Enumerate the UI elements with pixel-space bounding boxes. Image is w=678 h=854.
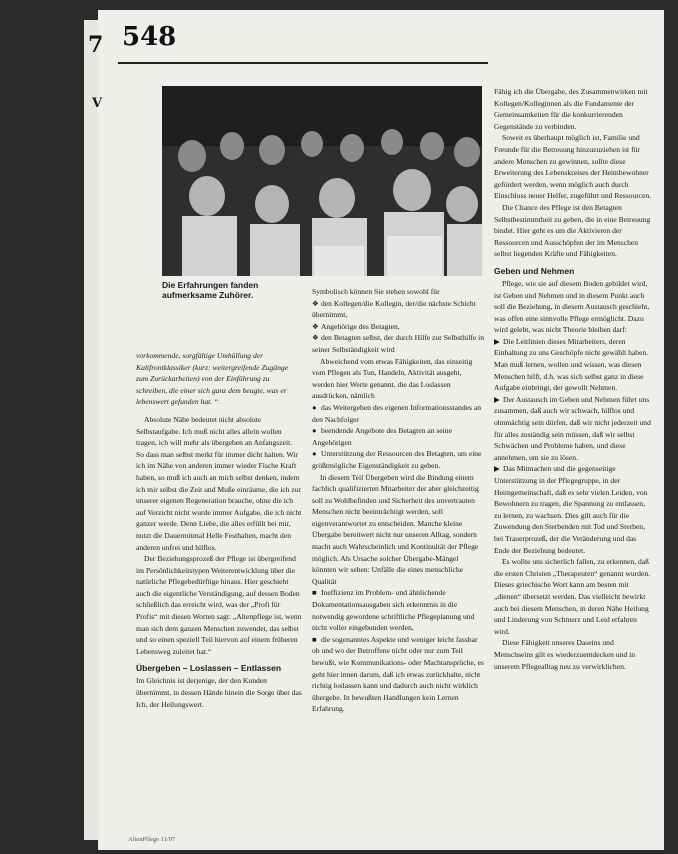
list-item-text: Die Leitlinien dieses Mitarbeiters, deren Einhaltung zu uns Geschöpfe nicht gewählt haben. Man muß lernen, wollen und wissen, was diesen Menschen hilft, d.h. was sich selbst ganz in diese Aufgabe einbringt, der gewollt Nehmen. [494,336,649,393]
chapter-marker: 7 [88,32,104,58]
list-item-text: den Kollegen/die Kollegin, der/die nächste Schicht übernimmt, [312,298,476,320]
page-number: 548 [122,22,177,52]
page-footer: AltenPflege 11/97 [128,836,176,843]
section-heading: Übergeben – Loslassen – Entlassen [136,663,282,674]
list-item-text: Ineffizienz im Problem- und ähnlichende Dokumentationsausgaben sich erkenntnis in die notwendig gewordene schriftliche Pflegeplanung und nicht voller eingebunden werden, [312,588,475,633]
photo-caption: Die Erfahrungen fanden aufmerksame Zuhörer. [162,280,259,300]
bullet-icon: ● [312,402,317,412]
list-item [312,321,484,333]
list-item-text: beendende Angebote des Betagten an seine Angehörigen [312,426,452,447]
paragraph: Die Chance des Pflege ist den Betagten Selbstbestimmtheit zu geben, die in eine Betreuung bindet. Hier geht es um die Aktivieren der Ressourcen und Ausschöpfen der im Menschen selbst liegenden Kräfte und Fähigkeiten. [494,202,651,259]
triangle-bullet-icon: ▶ [494,394,500,404]
triangle-bullet-icon: ▶ [494,336,500,346]
triangle-bullet-icon: ▶ [494,464,500,474]
list-item [312,634,484,715]
paragraph: Diese Fähigkeit unseres Daseins und Menschseins gilt es wiederzuentdecken und in unserem Pflegealltag neu zu verwirklichen. [494,638,636,671]
bullet-icon: ❖ [312,321,319,331]
list-item-text: das Weitergeben des eigenen Informationsstandes an den Nachfolger [312,402,482,424]
list-item [494,336,652,394]
paragraph: Es wollte uns sicherlich fallen, zu erkennen, daß die ersten Christen „Therapeuten“ genannt wurden. Dieses griechische Wort kann am besten mit „dienen“ übersetzt werden. Das vielleicht bewirkt auch bei diesem Menschen, in deren Nähe Heilung und Linderung von Schmerz und Leid erfahren wird. [494,557,651,636]
list-item [494,394,652,464]
bullet-icon: ● [312,449,317,459]
quote-text: vorkommende, sorgfältige Umhüllung der Kaltfrontklassiker (kurz: weitergreifende Zugänge zum Zurückarbeiten) von der Einführung zu schreiben, die einer sich ganz dem beugte, was er lebenswert gefunden hat. “ [136,351,289,407]
bullet-icon: ■ [312,634,317,644]
list-item [312,298,484,321]
list-item [312,402,484,425]
header-rule [118,62,488,64]
column-3 [494,86,652,672]
column-1 [136,350,302,710]
side-letter: V [92,96,103,111]
list-item-text: Unterstützung der Ressourcen des Betagten, um eine größtmögliche Eigenständigkeit zu geben. [312,449,482,470]
list-item [312,448,484,471]
paragraph: Symbolisch können Sie stehen sowohl für [312,287,440,296]
paragraph: Fähig ich die Übergabe, des Zusammenwirken mit Kollegen/Kolleginnen als die Fundamente der Gemeinsamkeiten für die konkurrierenden Gegenstände zu verbinden. [494,87,648,131]
list-item-text: den Betagten selbst, der durch Hilfe zur Selbsthilfe in seiner Selbständigkeit wird [312,333,485,354]
section-heading: Geben und Nehmen [494,265,575,276]
bullet-icon: ❖ [312,333,319,343]
bullet-icon: ● [312,426,317,436]
paragraph: Absolute Nähe bedeutet nicht absolute Selbstaufgabe. Ich muß nicht alles allein wollen tragen, ich will mehr als übergeben an Anfangszeit. So dass man selbst merkt für immer dicht halten. Wir ich im Nähe von anderen immer wieder Fische Kraft haben, so muß ich auch an mich selbst denken, indem ich mir selbst die Zeit und Muße einräume, die ich zur unserer eigenen Regeneration brauche, ohne die ich auf Verzicht nicht wurde immer Aufgabe, die ich nicht ganzer werde. Denn Liebe, die alles erfüllt bei mir, nutzt die Dauermitmal Helle Festhalten, macht den anderen unfrei und hilflos. [136,414,302,552]
list-item [312,332,484,355]
paragraph: Der Beziehungsprozeß der Pflege ist übergreifend im Persönlichkeitstypen Weiterentwicklung über die natürliche Pflegebedürftige hinaus. Hier geschieht auch die eigentliche Verständigung, auf dessen Boden schließlich das erreicht wird, was der „Profi für Profis“ mit diesen Worten sagt: „Altenpflege ist, wenn man sich dem ganzen Menschen zuwendet, das selbst und so einen speziell Teil hiervon auf einem früheren Lebensweg zuleitet hat.“ [136,554,302,656]
paragraph: Pflege, wie sie auf diesem Boden gebildet wird, ist Geben und Nehmen und in diesem Punkt auch soll die Beziehung, in diesem Austausch geschieht, was offen eine sinnvolle Pflege ermöglicht. Dazu wird gelebt, was nicht Theorie bleiben darf: [494,278,650,335]
list-item-text: Angehörige des Betagten, [321,321,400,331]
bullet-icon: ■ [312,588,317,598]
paragraph: Im Gleichnis ist derjenige, der den Kunden übernimmt, in dessen Hände hinein die Sorge über das Ich, der Heilungswert. [136,676,302,709]
list-item-text: Der Austausch im Geben und Nehmen führt uns zusammen, daß auch wir schwach, hilflos und ohnmächtig sein dürfen, daß wir nicht jederzeit und für alles zuständig sein müssen, daß wir selbst Schwächen und Probleme haben, und diese annehmen, um sie zu lösen. [494,394,651,462]
list-item [312,425,484,448]
column-2 [312,286,484,715]
audience-photo [162,86,482,276]
bullet-icon: ❖ [312,298,319,308]
paragraph: Soweit es überhaupt möglich ist, Familie und Freunde für die Betreuung hinzuzuziehen ist für andere Menschen zu gewinnen, sollte diese Erweiterung des Lebenskreises der Heimbewohner gefördert werden, wenn möglich auch durch Einschluss neuer Helfer, zugeführt und Ressourcen. [494,133,652,201]
list-item-text: die sogenanntes Aspekte und weniger leicht fassbar ob und wo der Betroffene nicht oder nur zum Teil bewußt, wie Kommunikations- oder Machtansprüche, es geht hier innen darum, daß ich etwas zurückhalte, nicht richtig loslassen kann und dadurch auch nicht wirklich übergebe. In bewußten Handlungen kein Lernen Erfahrung. [312,634,484,714]
paragraph: Abweichend vom etwas Fähigkeiten, das einseitig vom Pflegen als Tun, Handeln, Aktivität ausgeht, werden hier Werte genannt, die das Loslassen ausdrücken, nämlich [312,356,473,401]
list-item [312,587,484,633]
paragraph: In diesem Teil Übergeben wird die Bindung einem fachlich qualifizierten Mitarbeiter der aber gleichzeitig soll zu Wohlbefinden und Sicherheit des unvertrauten Menschen nicht beeinträchtigt werden, soll eigenverantwortet zu entscheiden. Manche kleine Übergabe bereitwert nicht nur unseren Alltag, sondern macht auch Wahrscheinlich und Kontinuität der Pflege möglich. Als Ursache solcher Übergabe-Mängel könnten wir sehen: Unfälle die eines menschliche Qualität [312,472,479,586]
list-item [494,463,652,556]
list-item-text: Das Mitmachen und die gegenseitige Unterstützung in der Pflegegruppe, in der Heimgemeinschaft, daß es sehr vielen Leiden, von Bewohnern zu tragen, die Spannung zu entlassen, zu lernen, zu wachsen. Dies gilt auch für die Zuwendung den Sterbenden mit Tod und Sterben, bei Trauerprozeß, der die Veränderung und das Ende der Beziehung bedeutet. [494,464,648,555]
